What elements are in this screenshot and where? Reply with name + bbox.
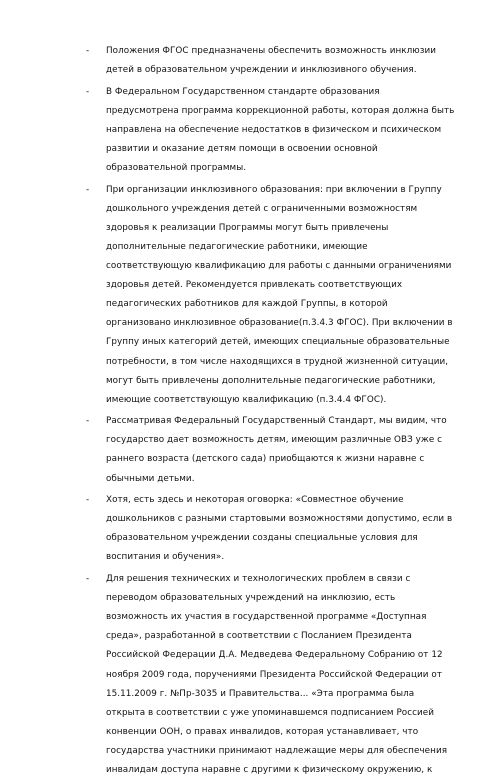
bullet-dash: - [86,416,90,427]
text-line: потребности, в том числе находящихся в трудной жизненной ситуации, [106,356,449,367]
text-line: инвалидам доступа наравне с другими к физическому окружению, к [106,764,433,775]
list-item [0,491,500,567]
text-line: организовано инклюзивное образование(п.3.4.3 ФГОС). При включении в [106,318,453,329]
paragraph-text [106,83,466,178]
text-line: возможность их участия в государственной программе «Доступная [106,612,427,623]
text-line: дошкольного учреждения детей с ограниченными возможностям [106,203,418,214]
bullet-dash: - [86,46,90,56]
text-line: обычными детьми. [106,473,195,484]
paragraph-text [106,181,466,410]
list-item [0,412,500,488]
text-line: здоровья к реализации Программы могут быть привлечены [106,222,389,233]
bullet-dash: - [86,184,90,195]
text-line: развитии и оказание детям помощи в освоении основной [106,143,378,154]
text-line: направлена на обеспечение недостатков в физическом и психическом [106,124,442,135]
text-line: могут быть привлечены дополнительные педагогические работники, [106,375,436,386]
text-line: здоровья детей. Рекомендуется привлекать соответствующих [106,280,403,291]
text-line: Положения ФГОС предназначены обеспечить возможность инклюзии [106,46,437,56]
text-line: Группу иных категорий детей, имеющих специальные образовательные [106,337,450,348]
text-line: конвенции ООН, о правах инвалидов, которая устанавливает, что [106,726,419,737]
text-line: раннего возраста (детского сада) приобщаются к жизни наравне с [106,454,425,465]
paragraph-text [106,491,466,567]
bullet-dash: - [86,574,90,585]
list-item [0,42,500,80]
text-line: соответствующую квалификацию для работы с данными ограничениями [106,261,452,272]
text-line: открыта в соответствии с уже упоминавшемся подписанием Россией [106,707,435,718]
text-line: Хотя, есть здесь и некоторая оговорка: «Совместное обучение [106,495,404,506]
text-line: среда», разработанной в соответствии с Посланием Президента [106,631,412,642]
list-item [0,83,500,178]
text-line: педагогических работников для каждой Группы, в которой [106,299,388,310]
text-line: переводом образовательных учреждений на инклюзию, есть [106,593,396,604]
text-line: государство дает возможность детям, имеющим различные ОВЗ уже с [106,435,443,446]
text-line: 15.11.2009 г. №Пр-3035 и Правительства... «Эта программа была [106,688,415,699]
text-line: имеющие соответствующую квалификацию (п.3.4.4 ФГОС). [106,394,387,405]
text-line: детей в образовательном учреждении и инклюзивного обучения. [106,65,417,76]
text-line: дошкольников с разными стартовыми возможностями допустимо, если в [106,514,453,525]
text-line: Российской Федерации Д.А. Медведева Федеральному Собранию от 12 [106,650,443,661]
text-line: Для решения технических и технологических проблем в связи с [106,574,411,585]
list-item [0,570,500,780]
paragraph-text [106,42,466,80]
text-line: воспитания и обучения». [106,552,225,563]
text-line: При организации инклюзивного образования: при включении в Группу [106,184,442,195]
bullet-dash: - [86,86,90,97]
text-line: образовательной программы. [106,163,247,174]
text-line: В Федеральном Государственном стандарте образования [106,86,380,97]
text-line: государства участники принимают надлежащие меры для обеспечения [106,745,448,756]
bullet-dash: - [86,495,90,506]
text-line: дополнительные педагогические работники, имеющие [106,241,368,252]
list-item [0,181,500,410]
text-line: ноября 2009 года, поручениями Президента Российской Федерации от [106,669,442,680]
text-line: образовательном учреждении созданы специальные условия для [106,533,418,544]
paragraph-text [106,412,466,488]
text-line: Рассматривая Федеральный Государственный Стандарт, мы видим, что [106,416,447,427]
paragraph-text [106,570,466,780]
text-line: предусмотрена программа коррекционной работы, которая должна быть [106,105,455,116]
bullet-list [0,42,500,783]
